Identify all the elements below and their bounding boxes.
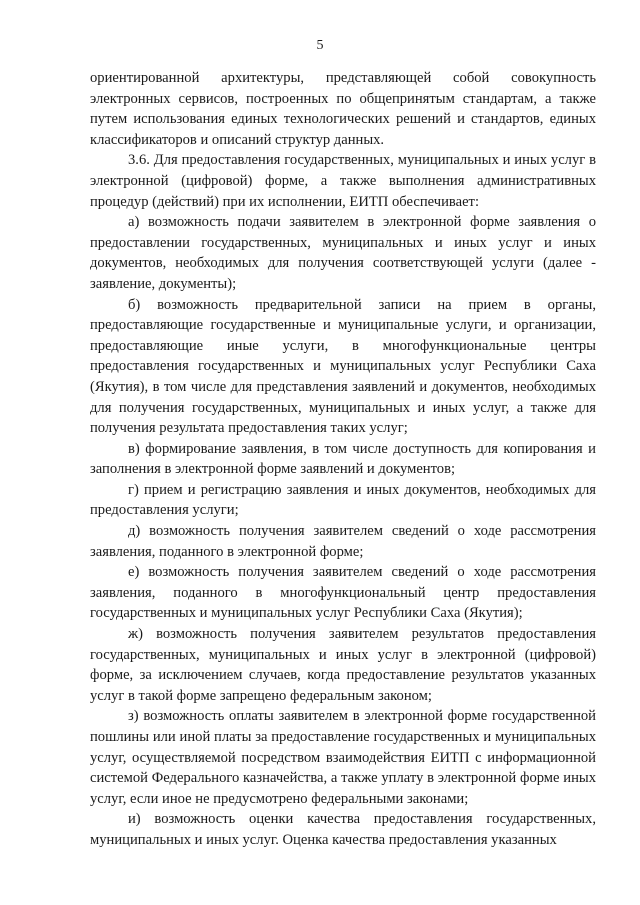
list-item-b: б) возможность предварительной записи на прием в органы, предоставляющие государственные и муниципальные услуги, и организации, предоставляющие иные услуги, в многофункциональные центры предоставления государственных и муниципальных услуг Республики Саха (Якутия), в том числе для представления заявлений и документов, необходимых для получения государственных, муниципальных и иных услуг, а также для получения результата предоставления таких услуг;: [90, 296, 596, 437]
page-number: 5: [316, 38, 324, 53]
list-item-zh: ж) возможность получения заявителем результатов предоставления государственных, муниципальных и иных услуг в электронной (цифровой) форме, за исключением случаев, когда предоставление результатов указанных услуг в такой форме запрещено федеральным законом;: [90, 626, 596, 704]
paragraph-architecture-continuation: ориентированной архитектуры, представляющей собой совокупность электронных сервисов, построенных по общепринятым стандартам, а также путем использования единых технологических решений и стандартов, единых классификаторов и описаний структур данных.: [90, 70, 596, 148]
list-item-e: е) возможность получения заявителем сведений о ходе рассмотрения заявления, поданного в многофункциональный центр предоставления государственных и муниципальных услуг Республики Саха (Якутия);: [90, 564, 596, 622]
list-item-i: и) возможность оценки качества предоставления государственных, муниципальных и иных услуг. Оценка качества предоставления указанных: [90, 811, 596, 848]
list-item-z: з) возможность оплаты заявителем в электронной форме государственной пошлины или иной платы за предоставление государственных и муниципальных услуг, осуществляемой посредством взаимодействия ЕИТП с информационной системой Федерального казначейства, а также уплату в электронной форме иных услуг, если иное не предусмотрено федеральными законами;: [90, 708, 596, 807]
list-item-v: в) формирование заявления, в том числе доступность для копирования и заполнения в электронной форме заявлений и документов;: [90, 440, 596, 478]
list-item-d: д) возможность получения заявителем сведений о ходе рассмотрения заявления, поданного в электронной форме;: [90, 523, 596, 560]
list-item-g: г) прием и регистрацию заявления и иных документов, необходимых для предоставления услуги;: [90, 481, 596, 519]
list-item-a: а) возможность подачи заявителем в электронной форме заявления о предоставлении государственных, муниципальных и иных услуг и иных документов, необходимых для получения соответствующей услуги (далее - заявление, документы);: [90, 214, 596, 292]
document-body: [90, 68, 596, 851]
paragraph-3-6: 3.6. Для предоставления государственных, муниципальных и иных услуг в электронной (цифровой) форме, а также выполнения административных процедур (действий) при их исполнении, ЕИТП обеспечивает:: [90, 152, 596, 210]
